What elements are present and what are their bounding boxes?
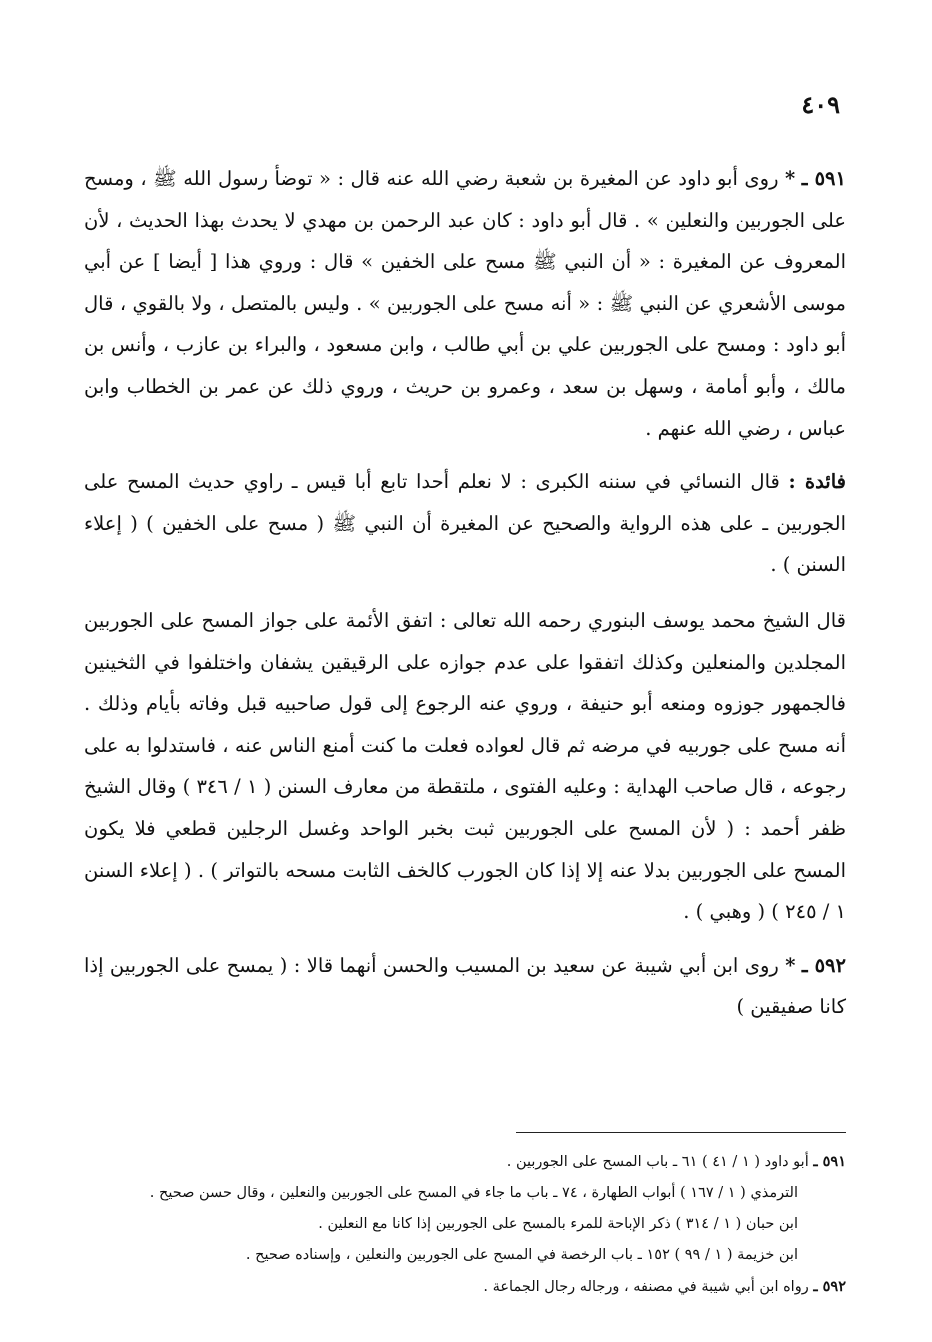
paragraph-text: روى ابن أبي شيبة عن سعيد بن المسيب والحسن أنهما قالا : ( يمسح على الجوربين إذا كانا صفيقين ) bbox=[84, 953, 846, 1019]
paragraph-text: قال النسائي في سننه الكبرى : لا نعلم أحدا تابع أبا قيس ـ راوي حديث المسح على الجوربين ـ على هذه الرواية والصحيح عن المغيرة أن النبي ﷺ ( مسح على الخفين ) ( إعلاء السنن ) . bbox=[84, 470, 846, 577]
footnote bbox=[84, 1271, 846, 1303]
footnote-text: الترمذي ( ١ / ١٦٧ ) أبواب الطهارة ، ٧٤ ـ باب ما جاء في المسح على الجوربين والنعلين ، وقال حسن صحيح . bbox=[149, 1185, 798, 1201]
star-marker: * bbox=[785, 953, 796, 977]
footnote-text: أبو داود ( ١ / ٤١ ) ٦١ ـ باب المسح على الجوربين . bbox=[506, 1154, 809, 1170]
paragraph-text: قال الشيخ محمد يوسف البنوري رحمه الله تعالى : اتفق الأئمة على جواز المسح على الجوربين المجلدين والمنعلين وكذلك اتفقوا على عدم جوازه على الرقيقين يشفان واختلفوا في الثخينين فالجمهور جوزوه ومنعه أبو حنيفة ، وروي عنه الرجوع إلى قول صاحبيه قبل وفاته بأيام وذلك . أنه مسح على جوربيه في مرضه ثم قال لعواده فعلت ما كنت أمنع الناس عنه ، فاستدلوا به على رجوعه ، قال صاحب الهداية : وعليه الفتوى ، ملتقطة من معارف السنن ( ١ / ٣٤٦ ) وقال الشيخ ظفر أحمد : ( لأن المسح على الجوربين ثبت بخبر الواحد وغسل الرجلين قطعي فلا يكون المسح على الجوربين بدلا عنه إلا إذا كان الجورب كالخف الثابت مسحه بالتواتر ) . ( إعلاء السنن ١ / ٢٤٥ ) ( وهبي ) . bbox=[84, 608, 847, 924]
faida-label: فائدة : bbox=[788, 470, 846, 494]
footnotes bbox=[84, 1146, 846, 1303]
hadith-number: ٥٩١ ـ bbox=[801, 167, 846, 190]
footnote bbox=[84, 1240, 846, 1271]
footnote-text: رواه ابن أبي شيبة في مصنفه ، ورجاله رجال الجماعة . bbox=[483, 1279, 809, 1295]
banuri-paragraph bbox=[84, 600, 846, 933]
footnote-text: ابن خزيمة ( ١ / ٩٩ ) ١٥٢ ـ باب الرخصة في المسح على الجوربين والنعلين ، وإسناده صحيح . bbox=[245, 1247, 798, 1263]
hadith-number: ٥٩٢ ـ bbox=[801, 953, 846, 977]
faida-paragraph bbox=[84, 461, 846, 586]
footnote-number: ٥٩٢ ـ bbox=[813, 1278, 846, 1295]
footnote-divider bbox=[516, 1132, 846, 1133]
footnote bbox=[84, 1209, 846, 1240]
paragraph-591 bbox=[84, 158, 846, 449]
footnote bbox=[84, 1146, 846, 1178]
paragraph-592 bbox=[84, 945, 846, 1028]
footnote-number: ٥٩١ ـ bbox=[813, 1153, 846, 1170]
main-text bbox=[84, 158, 846, 1028]
page-number: ٤٠٩ bbox=[801, 90, 840, 119]
footnote-text: ابن حبان ( ١ / ٣١٤ ) ذكر الإباحة للمرء بالمسح على الجوربين إذا كانا مع النعلين . bbox=[318, 1216, 798, 1232]
footnote bbox=[84, 1178, 846, 1209]
paragraph-text: روى أبو داود عن المغيرة بن شعبة رضي الله عنه قال : « توضأ رسول الله ﷺ ، ومسح على الجوربين والنعلين » . قال أبو داود : كان عبد الرحمن بن مهدي لا يحدث بهذا الحديث ، لأن المعروف عن المغيرة : « أن النبي ﷺ مسح على الخفين » قال : وروي هذا [ أيضا ] عن أبي موسى الأشعري عن النبي ﷺ : « أنه مسح على الجوربين » . وليس بالمتصل ، ولا بالقوي ، قال أبو داود : ومسح على الجوربين علي بن أبي طالب ، وابن مسعود ، والبراء بن عازب ، وأنس بن مالك ، وأبو أمامة ، وسهل بن سعد ، وعمرو بن حريث ، وروي ذلك عن عمر بن الخطاب وابن عباس ، رضي الله عنهم . bbox=[84, 167, 846, 440]
star-marker: * bbox=[785, 167, 796, 190]
